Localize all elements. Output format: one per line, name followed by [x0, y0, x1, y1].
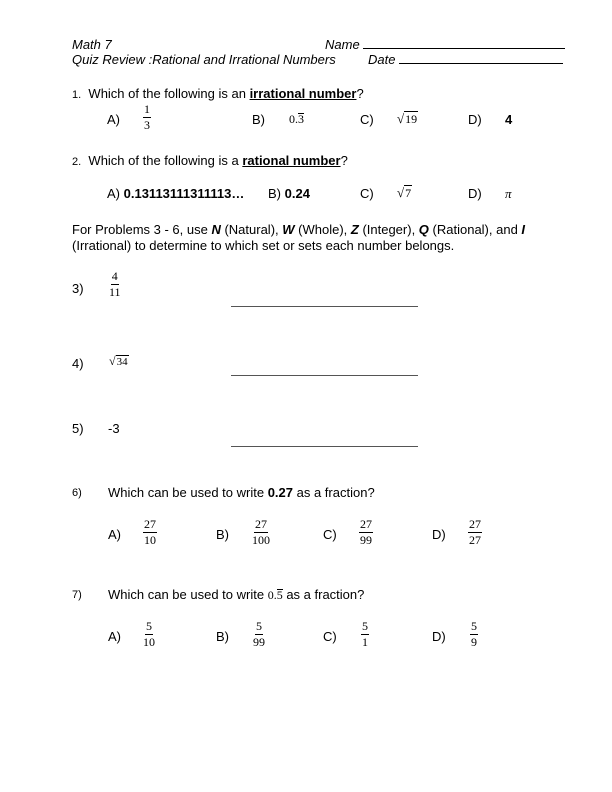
q6-option-d-label[interactable]: D) [432, 527, 446, 542]
option-label: A) [107, 186, 120, 201]
date-field[interactable] [368, 52, 563, 67]
question-number: 2. [72, 156, 82, 168]
numerator: 5 [471, 619, 477, 633]
instr-text: (Integer), [358, 222, 419, 237]
question-4-number: 4) [72, 356, 84, 371]
radical-icon: √ [397, 185, 405, 200]
set-Z: Z [350, 222, 359, 237]
name-label: Name [325, 37, 360, 52]
denominator: 27 [469, 533, 481, 547]
q7-option-b-fraction [253, 620, 265, 649]
prompt-text: Which of the following is an [88, 86, 250, 101]
question-7-prompt [108, 587, 364, 603]
q1-option-a-label[interactable]: A) [107, 112, 120, 127]
denominator: 9 [471, 635, 477, 649]
q7-option-d-label[interactable]: D) [432, 629, 446, 644]
prompt-text-end: as a fraction? [293, 485, 375, 500]
question-3-number: 3) [72, 281, 84, 296]
denominator: 99 [360, 533, 372, 547]
set-I: I [521, 222, 526, 237]
prompt-repeating-decimal [268, 588, 283, 602]
q2-option-b[interactable] [268, 186, 310, 201]
decimal-whole: 0. [267, 588, 277, 602]
radicand: 19 [405, 112, 418, 126]
date-blank[interactable] [399, 63, 563, 64]
prompt-text-end: ? [340, 153, 348, 168]
question-2-prompt [72, 153, 348, 168]
q4-sqrt [109, 354, 129, 369]
course-title: Math 7 [72, 37, 112, 52]
q1-option-d-value: 4 [505, 112, 513, 127]
name-blank[interactable] [363, 48, 565, 49]
repeating-digit: 3 [298, 112, 304, 126]
radical-icon: √ [109, 354, 116, 368]
q6-option-d-fraction [468, 518, 482, 547]
q6-option-a-label[interactable]: A) [108, 527, 121, 542]
numerator: 27 [255, 517, 267, 531]
prompt-text-end: ? [356, 86, 364, 101]
q1-option-c-label[interactable]: C) [360, 112, 374, 127]
prompt-emphasis: rational number [242, 153, 341, 168]
set-W: W [282, 222, 295, 237]
numerator: 27 [144, 517, 156, 531]
date-label: Date [368, 52, 396, 67]
denominator: 10 [144, 533, 156, 547]
q1-option-b-label[interactable]: B) [252, 112, 265, 127]
numerator: 4 [111, 269, 118, 283]
q6-option-c-fraction [359, 518, 373, 547]
numerator: 1 [144, 102, 150, 116]
q7-option-a-label[interactable]: A) [108, 629, 121, 644]
instr-text: For Problems 3 - 6, use [72, 222, 212, 237]
radical-icon: √ [397, 111, 405, 126]
q6-option-b-fraction [252, 518, 270, 547]
q2-option-a[interactable] [107, 186, 244, 201]
denominator: 10 [143, 635, 155, 649]
instr-text: (Rational), and [428, 222, 522, 237]
question-7-number: 7) [72, 589, 82, 601]
q6-option-a-fraction [143, 518, 157, 547]
prompt-text: Which can be used to write [108, 587, 268, 602]
question-5-number: 5) [72, 421, 84, 436]
q2-option-d-pi: π [505, 186, 512, 201]
numerator: 27 [469, 517, 481, 531]
instructions-line-1 [72, 222, 525, 237]
option-value: 0.24 [284, 186, 310, 201]
prompt-text: Which of the following is a [88, 153, 243, 168]
quiz-title: Quiz Review :Rational and Irrational Numbers [72, 52, 336, 67]
prompt-emphasis: 0.27 [267, 485, 294, 500]
instr-text: (Natural), [220, 222, 283, 237]
q7-option-c-fraction [361, 620, 369, 649]
name-field[interactable] [325, 37, 565, 52]
numerator: 5 [256, 619, 262, 633]
radicand: 34 [116, 356, 128, 368]
q4-answer-line[interactable] [231, 375, 418, 376]
prompt-text-end: as a fraction? [282, 587, 365, 602]
question-6-number: 6) [72, 487, 82, 499]
denominator: 3 [144, 118, 150, 132]
radicand: 7 [405, 186, 412, 200]
q1-option-c-sqrt [397, 111, 418, 127]
numerator: 5 [362, 619, 368, 633]
q7-option-d-fraction [470, 620, 478, 649]
question-1-prompt [72, 86, 364, 101]
q7-option-b-label[interactable]: B) [216, 629, 229, 644]
q2-option-c-sqrt [397, 185, 412, 201]
prompt-text: Which can be used to write [108, 485, 268, 500]
q1-option-a-fraction [143, 103, 151, 132]
denominator: 100 [252, 533, 270, 547]
repeating-digit: 5 [276, 588, 283, 602]
q6-option-c-label[interactable]: C) [323, 527, 337, 542]
option-value: 0.13113111311113… [123, 186, 245, 201]
set-Q: Q [418, 222, 429, 237]
q7-option-a-fraction [143, 620, 155, 649]
q6-option-b-label[interactable]: B) [216, 527, 229, 542]
q2-option-d-label[interactable]: D) [468, 186, 482, 201]
q3-answer-line[interactable] [231, 306, 418, 307]
set-N: N [211, 222, 221, 237]
denominator: 99 [253, 635, 265, 649]
numerator: 27 [360, 517, 372, 531]
q5-answer-line[interactable] [231, 446, 418, 447]
q1-option-b-repeating-decimal [289, 112, 304, 127]
q5-value: -3 [108, 421, 120, 436]
instructions-line-2: (Irrational) to determine to which set or sets each number belongs. [72, 238, 455, 253]
option-label: B) [268, 186, 281, 201]
question-6-prompt [108, 485, 375, 500]
prompt-emphasis: irrational number [249, 86, 357, 101]
denominator: 1 [362, 635, 368, 649]
question-number: 1. [72, 89, 82, 101]
instr-text: (Whole), [294, 222, 351, 237]
denominator: 11 [109, 285, 121, 299]
decimal-whole: 0. [289, 112, 298, 126]
numerator: 5 [146, 619, 152, 633]
q2-option-c-label[interactable]: C) [360, 186, 374, 201]
q1-option-d-label[interactable]: D) [468, 112, 482, 127]
q7-option-c-label[interactable]: C) [323, 629, 337, 644]
q3-fraction [109, 270, 121, 299]
